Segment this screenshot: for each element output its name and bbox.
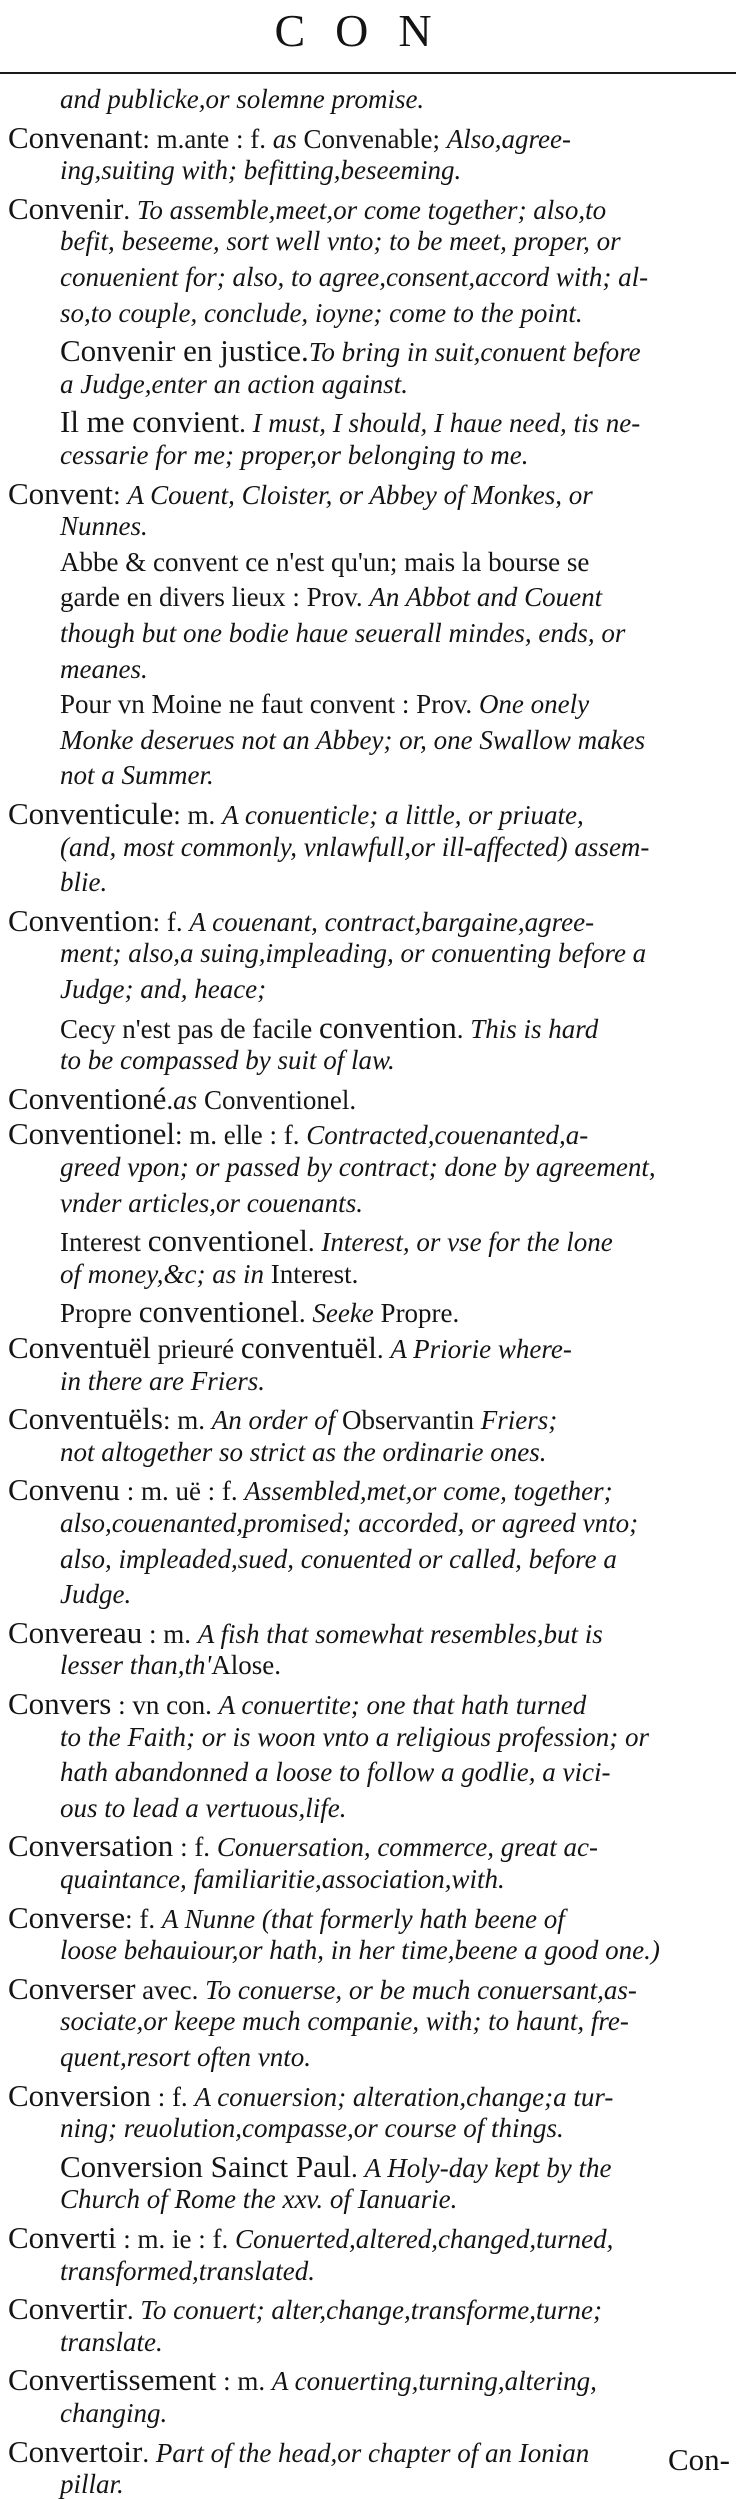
- english-gloss: blie.: [60, 867, 108, 898]
- entry-line: [60, 1436, 547, 1467]
- entry-line: [60, 1652, 281, 1679]
- entry-line: [60, 1223, 613, 1259]
- entry-text: : m. ie : f.: [116, 2224, 235, 2254]
- headword: Conventioné: [8, 1080, 167, 1116]
- entry-text: .: [298, 1298, 313, 1329]
- english-gloss: sociate,or keepe much companie, with; to haunt, fre-: [60, 2006, 629, 2037]
- english-gloss: ment; also,a suing,impleading, or conuenting before a: [60, 938, 647, 969]
- headword: Convention: [8, 902, 153, 938]
- entry-text: : m.: [163, 1405, 212, 1436]
- english-gloss: An Abbot and Couent: [369, 582, 603, 613]
- english-gloss: loose behauiour,or hath, in her time,beene a good one.): [60, 1935, 660, 1966]
- english-gloss: A Priorie where-: [390, 1334, 572, 1364]
- headword: Converser: [8, 1970, 136, 2006]
- entry-text: : m.: [216, 2366, 272, 2397]
- entry-text: .: [166, 1084, 174, 1115]
- english-gloss: To assemble,meet,or come together; also,to: [136, 194, 607, 225]
- entry-text: .: [456, 1013, 471, 1044]
- entry-line: [60, 831, 650, 862]
- entry-line: [60, 1937, 660, 1964]
- english-gloss: Friers;: [480, 1405, 558, 1436]
- english-gloss: translate.: [60, 2326, 163, 2357]
- entry-text: : f.: [152, 906, 190, 937]
- english-gloss: not a Summer.: [60, 760, 214, 791]
- english-gloss: to the Faith; or is woon vnto a religious profession; or: [60, 1721, 649, 1752]
- english-gloss: I must, I should, I haue need, tis ne-: [252, 408, 641, 439]
- entry-line: [60, 228, 621, 255]
- english-gloss: vnder articles,or couenants.: [60, 1187, 363, 1218]
- entry-headline: [8, 1116, 589, 1152]
- headword: Conversion Sainct Paul: [60, 2148, 352, 2184]
- entry-text: .: [307, 1227, 322, 1258]
- english-gloss: Interest, or vse for the lone: [321, 1227, 613, 1258]
- english-gloss: not altogether so strict as the ordinarie ones.: [60, 1436, 547, 1467]
- entry-line: [60, 620, 625, 647]
- entry-text: garde en divers lieux : Prov.: [60, 582, 370, 613]
- headword: Converti: [8, 2220, 117, 2255]
- headword: Convertir: [8, 2291, 127, 2327]
- headword: Converse: [8, 1899, 126, 1935]
- english-gloss: A conuerting,turning,altering,: [271, 2366, 597, 2397]
- entry-text: Cecy n'est pas de facile: [60, 1013, 320, 1044]
- entry-headline: [8, 1401, 558, 1437]
- headword: Conversion: [8, 2077, 151, 2113]
- entry-line: [60, 1721, 649, 1752]
- entry-line: [60, 1365, 265, 1396]
- english-gloss: befit, beseeme, sort well vnto; to be meet, proper, or: [60, 226, 621, 257]
- english-gloss: This is hard: [470, 1013, 599, 1044]
- headword: Convenu: [8, 1472, 120, 1508]
- english-gloss: Assembled,met,or come, together;: [244, 1476, 613, 1507]
- english-gloss: a Judge,enter an action against.: [60, 368, 408, 399]
- header-rule: [0, 72, 736, 74]
- entry-text: : vn con.: [111, 1690, 219, 1720]
- headword: Convent: [8, 475, 114, 511]
- entry-text: Convenable;: [296, 123, 447, 154]
- headword: conventionel: [147, 1223, 308, 1259]
- english-gloss: Conuersation, commerce, great ac-: [216, 1832, 598, 1863]
- english-gloss: An order of: [211, 1405, 336, 1436]
- entry-line: [60, 442, 528, 469]
- entry-line: [60, 869, 107, 896]
- entry-text: : f.: [173, 1832, 217, 1863]
- headword: Convenir: [8, 190, 124, 226]
- english-gloss: also, impleaded,sued, conuented or called, before a: [60, 1543, 617, 1574]
- entry-line: [60, 333, 641, 369]
- english-gloss: quent,resort often vnto.: [60, 2042, 311, 2072]
- entry-text: .: [126, 2295, 141, 2326]
- headword: Conventicule: [8, 796, 174, 831]
- headword: convention: [319, 1009, 457, 1045]
- english-gloss: A couenant, contract,bargaine,agree-: [189, 906, 595, 937]
- entry-line: [60, 1154, 656, 1181]
- headword: Convenant: [8, 119, 143, 155]
- entry-line: [60, 2326, 163, 2357]
- running-head: CON: [274, 5, 462, 56]
- english-gloss: pillar.: [60, 2469, 124, 2499]
- headword: conventuël: [240, 1330, 377, 1365]
- entry-line: [60, 940, 646, 967]
- headword: Convertoir: [8, 2433, 143, 2469]
- entry-text: : f.: [150, 2081, 195, 2112]
- entry-headline: [8, 798, 584, 829]
- english-gloss: A Nunne (that formerly hath beene of: [161, 1903, 565, 1934]
- english-gloss: cessarie for me; proper,or belonging to me.: [60, 440, 529, 470]
- english-gloss: (and, most commonly, vnlawfull,or ill-affected) assem-: [60, 831, 650, 862]
- english-gloss: A conuersion; alteration,change;a tur-: [194, 2081, 614, 2112]
- entry-headline: [8, 2222, 613, 2253]
- headword: Conversation: [8, 1828, 174, 1864]
- entry-text: : f.: [125, 1903, 162, 1934]
- english-gloss: also,couenanted,promised; accorded, or agreed vnto;: [60, 1508, 639, 1538]
- english-gloss: To conuerse, or be much conuersant,as-: [205, 1974, 637, 2005]
- entry-line: [60, 1047, 395, 1074]
- entry-line: [60, 157, 461, 184]
- english-gloss: Monke deserues not an Abbey; or, one Swallow makes: [60, 724, 646, 755]
- headword: Conventionel: [8, 1116, 176, 1152]
- english-gloss: in there are Friers.: [60, 1365, 265, 1396]
- entry-text: .: [123, 194, 137, 225]
- entry-line: [60, 1543, 617, 1574]
- english-gloss: conuenient for; also, to agree,consent,accord with; al-: [60, 262, 649, 292]
- english-gloss: A Couent, Cloister, or Abbey of Monkes, or: [127, 479, 593, 510]
- entry-text: avec.: [135, 1974, 206, 2005]
- entry-headline: [8, 2433, 590, 2469]
- headword: Conventuël: [8, 1330, 151, 1365]
- headword: conventionel: [138, 1294, 299, 1330]
- english-gloss: One onely: [478, 689, 590, 720]
- english-gloss: A fish that somewhat resembles,but is: [197, 1618, 603, 1649]
- headword: Convereau: [8, 1614, 143, 1650]
- entry-text: : m.ante : f.: [142, 123, 273, 154]
- entry-text: Interest: [60, 1227, 148, 1258]
- entry-line: [60, 2471, 124, 2498]
- english-gloss: A conuertite; one that hath turned: [218, 1690, 587, 1720]
- english-gloss: as: [272, 123, 297, 154]
- entry-text: Pour vn Moine ne faut convent : Prov.: [60, 689, 479, 720]
- entry-text: Alose.: [211, 1650, 282, 1681]
- entry-line: [60, 724, 646, 755]
- entry-line: [60, 264, 648, 291]
- english-gloss: though but one bodie haue seuerall mindes, ends, or: [60, 618, 626, 648]
- headword: Convers: [8, 1686, 112, 1721]
- entry-line: [60, 2044, 311, 2071]
- english-gloss: changing.: [60, 2398, 168, 2428]
- headword: Il me convient: [60, 404, 240, 440]
- entry-headline: [8, 119, 571, 155]
- entry-line: [60, 653, 148, 684]
- entry-line: [60, 1187, 363, 1218]
- english-gloss: Conuerted,altered,changed,turned,: [234, 2224, 614, 2254]
- entry-text: prieuré: [150, 1334, 241, 1364]
- english-gloss: greed vpon; or passed by contract; done by agreement,: [60, 1152, 656, 1182]
- entry-text: Abbe & convent ce n'est qu'un; mais la bourse se: [60, 546, 590, 577]
- entry-line: [60, 976, 266, 1003]
- entry-line: [60, 1294, 460, 1330]
- english-gloss: A conuenticle; a little, or priuate,: [222, 800, 584, 830]
- entry-text: Interest.: [263, 1258, 359, 1289]
- entry-text: : m. uë : f.: [119, 1476, 245, 1507]
- entry-text: .: [351, 2152, 365, 2183]
- english-gloss: Contracted,couenanted,a-: [306, 1120, 589, 1151]
- headword: Conventuëls: [8, 1401, 163, 1437]
- english-gloss: ning; reuolution,compasse,or course of things.: [60, 2113, 564, 2144]
- entry-line: [60, 2255, 316, 2286]
- english-gloss: transformed,translated.: [60, 2255, 316, 2286]
- entry-text: : m. elle : f.: [175, 1120, 307, 1151]
- english-gloss: to be compassed by suit of law.: [60, 1045, 395, 1076]
- entry-text: Conventionel.: [197, 1084, 357, 1115]
- entry-line: [60, 2008, 629, 2035]
- entry-headline: [8, 1970, 637, 2006]
- entry-headline: [8, 2077, 614, 2113]
- entry-line: [60, 762, 214, 789]
- entry-text: : m.: [142, 1618, 198, 1649]
- headword: Convertissement: [8, 2362, 217, 2398]
- english-gloss: meanes.: [60, 653, 148, 684]
- entry-line: [60, 1759, 610, 1786]
- entry-text: Propre: [60, 1298, 139, 1329]
- entry-headline: [8, 2362, 597, 2398]
- english-gloss: as: [173, 1084, 198, 1115]
- entry-line: [60, 584, 602, 611]
- entry-headline: [8, 475, 593, 511]
- entry-line: [60, 2186, 457, 2213]
- english-gloss: Seeke: [312, 1298, 374, 1329]
- entry-headline: [8, 1614, 603, 1650]
- english-gloss: so,to couple, conclude, ioyne; come to the point.: [60, 297, 583, 328]
- entry-headline: [8, 1828, 598, 1864]
- entry-headline: [8, 1080, 357, 1116]
- english-gloss: Part of the head,or chapter of an Ionian: [155, 2437, 590, 2468]
- entry-line: [60, 1792, 347, 1823]
- entry-line: [60, 86, 424, 113]
- entry-line: [60, 1258, 359, 1289]
- entry-text: .: [239, 408, 253, 439]
- english-gloss: ing,suiting with; befitting,beseeming.: [60, 155, 462, 186]
- english-gloss: A Holy-day kept by the: [364, 2152, 612, 2183]
- entry-text: .: [142, 2437, 156, 2468]
- entry-headline: [8, 1332, 572, 1363]
- english-gloss: lesser than,th': [60, 1650, 212, 1681]
- entry-line: [60, 368, 408, 399]
- entry-headline: [8, 1899, 565, 1935]
- entry-headline: [8, 1688, 586, 1719]
- entry-text: .: [376, 1334, 391, 1364]
- entry-line: [60, 513, 148, 540]
- headword: Convenir en justice.: [60, 333, 309, 369]
- entry-headline: [8, 902, 595, 938]
- entry-line: [60, 1510, 638, 1537]
- entry-text: : m.: [173, 800, 223, 830]
- english-gloss: Nunnes.: [60, 511, 148, 542]
- entry-line: [60, 691, 589, 718]
- entry-line: [60, 404, 641, 440]
- entry-line: [60, 2115, 564, 2142]
- entry-line: [60, 2400, 167, 2427]
- english-gloss: To conuert; alter,change,transforme,turne;: [140, 2295, 603, 2326]
- entry-line: [60, 1581, 131, 1608]
- entry-headline: [8, 190, 607, 226]
- entry-headline: [8, 2291, 603, 2327]
- english-gloss: To bring in suit,conuent before: [308, 337, 641, 368]
- entry-text: Propre.: [373, 1298, 460, 1329]
- entry-line: [60, 297, 583, 328]
- english-gloss: of money,&c; as in: [60, 1258, 264, 1289]
- entry-line: [60, 2148, 612, 2184]
- entry-line: [60, 1009, 599, 1045]
- entry-text: Observantin: [335, 1405, 481, 1436]
- english-gloss: ous to lead a vertuous,life.: [60, 1792, 347, 1823]
- entry-text: :: [113, 479, 128, 510]
- english-gloss: Church of Rome the xxv. of Ianuarie.: [60, 2184, 458, 2215]
- english-gloss: and publicke,or solemne promise.: [60, 84, 425, 114]
- english-gloss: quaintance, familiaritie,association,with.: [60, 1864, 505, 1894]
- catchword: Con-: [668, 2442, 730, 2477]
- english-gloss: Judge.: [60, 1579, 132, 1610]
- english-gloss: Judge; and, heace;: [60, 974, 267, 1004]
- english-gloss: hath abandonned a loose to follow a godlie, a vici-: [60, 1757, 611, 1788]
- english-gloss: Also,agree-: [446, 123, 571, 154]
- entry-headline: [8, 1472, 613, 1508]
- entry-line: [60, 546, 590, 577]
- entry-line: [60, 1866, 505, 1893]
